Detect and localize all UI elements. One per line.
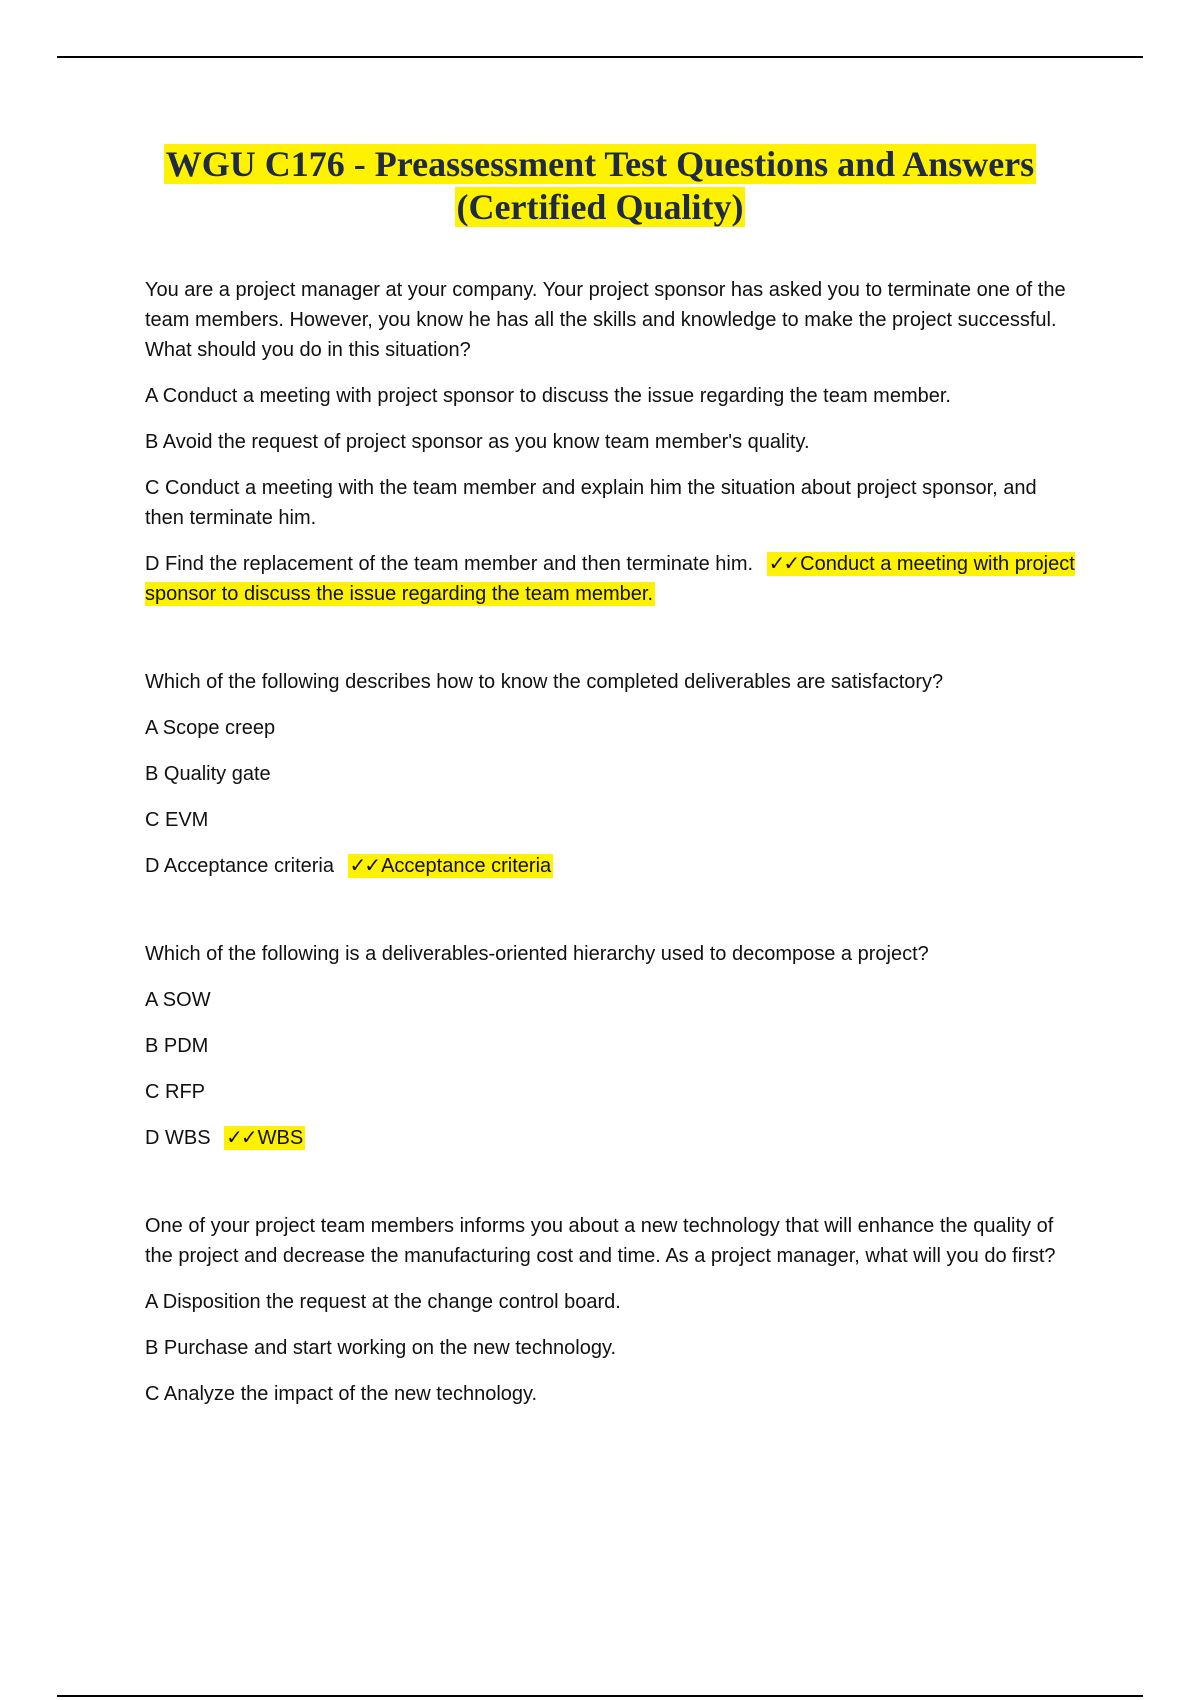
question-block-1 [145, 275, 1075, 609]
answer-highlight [224, 1126, 305, 1150]
question-text: Which of the following describes how to know the completed deliverables are satisfactory? [145, 671, 944, 693]
question-block-3 [145, 939, 1075, 1153]
option-c: C EVM [145, 809, 209, 831]
answer-text: Acceptance criteria [381, 855, 552, 877]
question-text: You are a project manager at your company. Your project sponsor has asked you to terminate one of the team members. However, you know he has all the skills and knowledge to make the project successful. What should you do in this situation? [145, 279, 1066, 361]
check-icon: ✓✓ [349, 855, 380, 877]
answer-highlight [348, 854, 554, 878]
check-icon: ✓✓ [226, 1127, 256, 1149]
option-b: B Quality gate [145, 763, 271, 785]
option-d [145, 549, 1075, 609]
option-c: C RFP [145, 1081, 205, 1103]
title-line-1: WGU C176 - Preassessment Test Questions and Answers [165, 144, 1035, 184]
option-b: B Avoid the request of project sponsor as you know team member's quality. [145, 431, 810, 453]
question-block-2 [145, 667, 1075, 881]
answer-text: WBS [257, 1127, 304, 1149]
option-a: A Conduct a meeting with project sponsor to discuss the issue regarding the team member. [145, 385, 951, 407]
option-d-text: D Acceptance criteria [145, 855, 334, 877]
answer-text: Conduct a meeting with project sponsor to discuss the issue regarding the team member. [145, 553, 1075, 605]
option-a: A SOW [145, 989, 211, 1011]
option-d-text: D WBS [145, 1127, 211, 1149]
option-d-text: D Find the replacement of the team member and then terminate him. [145, 553, 754, 575]
document-body [145, 275, 1075, 1467]
check-icon: ✓✓ [768, 553, 799, 575]
option-a: A Scope creep [145, 717, 276, 739]
title-line-2: (Certified Quality) [456, 187, 744, 227]
bottom-divider [57, 1695, 1143, 1697]
option-b: B PDM [145, 1035, 209, 1057]
question-text: Which of the following is a deliverables-oriented hierarchy used to decompose a project? [145, 943, 929, 965]
question-block-4 [145, 1211, 1075, 1409]
question-text: One of your project team members informs you about a new technology that will enhance the quality of the project and decrease the manufacturing cost and time. As a project manager, what will you do first? [145, 1215, 1056, 1267]
option-b: B Purchase and start working on the new technology. [145, 1337, 617, 1359]
option-c: C Analyze the impact of the new technology. [145, 1383, 538, 1405]
option-a: A Disposition the request at the change control board. [145, 1291, 621, 1313]
top-divider [57, 56, 1143, 58]
document-title [100, 143, 1100, 229]
option-d [145, 851, 1075, 881]
option-c: C Conduct a meeting with the team member and explain him the situation about project sponsor, and then terminate him. [145, 477, 1037, 529]
option-d [145, 1123, 1075, 1153]
